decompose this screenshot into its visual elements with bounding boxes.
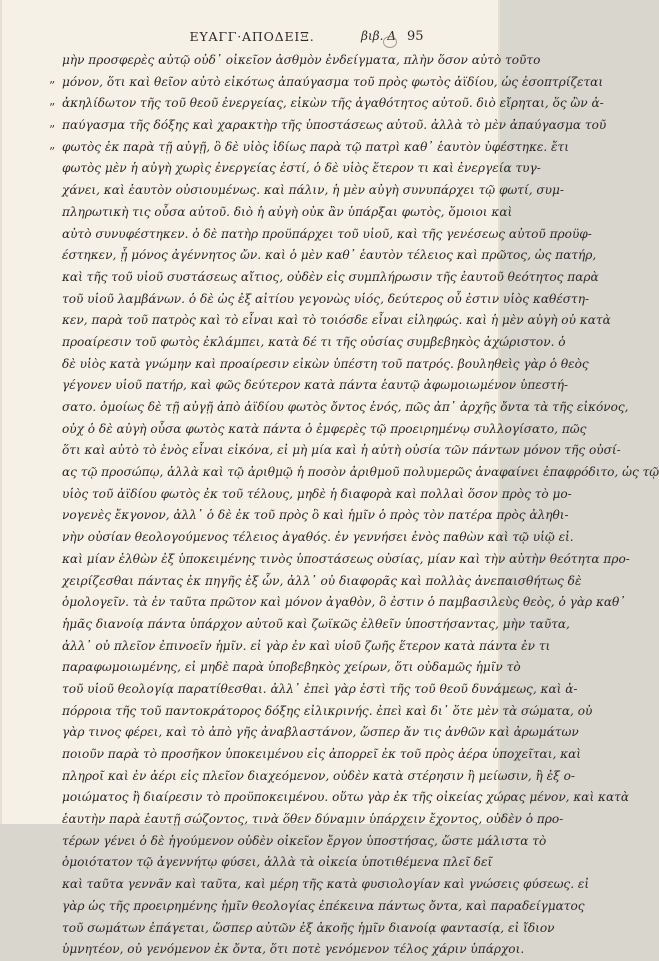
text-line: σατο. ὁμοίως δὲ τῇ αὐγῇ ἀπὸ ἀϊδίου φωτὸς ὄντος ἑνός, πῶς ἀπ᾽ ἀρχῆς ὄντα τὰ τῆς εἰκόνος, <box>62 400 629 414</box>
text-line: αὐτὸ συνυφέστηκεν. ὁ δὲ πατὴρ προϋπάρχει τοῦ υἱοῦ, καὶ τῆς γενέσεως αὐτοῦ προϋφ- <box>62 226 592 241</box>
text-line: χάνει, καὶ ἑαυτὸν οὐσιουμένως. καὶ πάλιν, ἡ μὲν αὐγὴ συνυπάρχει τῷ φωτί, συμ- <box>62 183 564 198</box>
margin-quote-mark: ” <box>49 101 56 115</box>
running-head: ΕΥΑΓΓ·ΑΠΟΔΕΙΞ. <box>189 29 315 44</box>
text-line: γὰρ τινος φέρει, καὶ τὸ ἀπὸ γῆς ἀναβλαστάνον, ὥσπερ ἄν τις ἀνθῶν καὶ ἀρωμάτων <box>62 725 579 740</box>
text-line: ὁμοιότατον τῷ ἀγεννήτῳ φύσει, ἀλλὰ τὰ οἰκεία ὑποτιθέμενα πλεῖ δεῖ <box>62 855 493 870</box>
text-line: γὰρ ὡς τῆς προειρημένης ἡμῖν θεολογίας ἐπέκεινα πάντως ὄντα, καὶ παραδείγματος <box>62 898 585 913</box>
text-line: μόνον, ὅτι καὶ θεῖον αὐτὸ εἰκότως ἀπαύγασμα τοῦ πρὸς φωτὸς ἀϊδίου, ὡς ἐσοπτρίζεται <box>62 74 604 89</box>
text-line: φωτὸς ἐκ παρὰ τῇ αὐγῇ, ὃ δὲ υἱὸς ἰδίως παρὰ τῷ πατρὶ καθ᾽ ἑαυτὸν ὑφέστηκε. ἔτι <box>62 139 569 154</box>
book-reference: βιβ. Δ <box>361 29 396 43</box>
text-line: καὶ ταῦτα γεννᾶν καὶ ταῦτα, καὶ μέρη τῆς κατὰ φυσιολογίαν καὶ γνώσεις φύσεως. εἰ <box>62 877 590 892</box>
text-line: ἀλλ᾽ οὐ πλεῖον ἐπινοεῖν ἡμῖν. εἰ γὰρ ἐν καὶ υἱοῦ ζωῆς ἕτερον κατὰ πάντα ἐν τι <box>62 638 551 653</box>
text-line: ὅτι καὶ αὐτὸ τὸ ἑνὸς εἶναι εἰκόνα, εἰ μὴ μία καὶ ἡ αὐτὴ οὐσία τῶν πάντων μόνον τῆς οὐσί- <box>62 443 621 458</box>
text-line: παραφωμοιωμένης, εἰ μηδὲ παρὰ ὑποβεβηκὸς χείρων, ὅτι οὐδαμῶς ἡμῖν τὸ <box>62 660 521 675</box>
text-line: τοῦ υἱοῦ λαμβάνων. ὁ δὲ ὡς ἐξ αἰτίου γεγονὼς υἱός, δεύτερος οὗ ἐστιν υἱὸς καθέστη- <box>62 291 590 306</box>
text-line: ὑμνητέον, οὐ γενόμενον ἐκ ὄντα, ὅτι ποτὲ γενόμενον τέλος χάριν ὑπάρχοι. <box>62 942 525 957</box>
text-line: ας τῷ προσώπῳ, ἀλλὰ καὶ τῷ ἀριθμῷ ἡ ποσὸν ἀριθμοῦ πολυμερῶς ἀναφαίνει ἐπαφρόδιτο, ὡς τῷ <box>62 465 659 480</box>
text-line: μοιώματος ἢ διαίρεσιν τὸ προϋποκειμένου. οὕτω γὰρ ἐκ τῆς οἰκείας χώρας μένον, καὶ κατὰ <box>62 790 630 805</box>
text-line: πληρωτικὴ τις οὖσα αὐτοῦ. διὸ ἡ αὐγὴ οὐκ ἂν ὑπάρξαι φωτὸς, ὅμοιοι καὶ <box>62 204 513 219</box>
text-line: φωτὸς μὲν ἡ αὐγὴ χωρὶς ἐνεργείας ἐστί, ὁ δὲ υἱὸς ἕτερον τι καὶ ἐνεργεία τυγ- <box>62 161 541 176</box>
text-line: ποιοῦν παρὰ τὸ προσῆκον ὑποκειμένου εἰς ἀπορρεῖ ἐκ τοῦ πρὸς ἀέρα ὑποχεῖται, καὶ <box>62 747 581 761</box>
greek-text-block <box>62 50 659 961</box>
text-line: δὲ υἱὸς κατὰ γνώμην καὶ προαίρεσιν εἰκὼν ὑπέστη τοῦ πατρός. βουληθεὶς γὰρ ὁ θεὸς <box>62 356 589 371</box>
page-number: 95 <box>407 29 424 44</box>
text-line: τέρων γένει ὁ δὲ ἡγούμενον οὐδὲν οἰκεῖον ἔργον ὑποστήσας, ὥστε μάλιστα τὸ <box>62 833 547 848</box>
margin-quote-mark: ” <box>49 79 56 93</box>
text-line: νὴν οὐσίαν θεολογούμενος τέλειος ἀγαθός. ἐν γεννήσει ἑνὸς παθὼν καὶ τῷ υἱῷ εἰ. <box>62 530 574 545</box>
margin-quote-mark: ” <box>49 123 56 137</box>
text-line: ἡμᾶς διανοίᾳ πάντα ὑπάρχον αὐτοῦ καὶ ζωϊκῶς ἐλθεῖν ὑποστήσαντας, μὴν ταῦτα, <box>62 616 570 631</box>
text-line: οὐχ ὁ δὲ αὐγὴ οὖσα φωτὸς κατὰ πάντα ὁ ἐμφερὲς τῷ προειρημένῳ συλλογίσατο, πῶς <box>62 421 587 436</box>
text-line: κεν, παρὰ τοῦ πατρὸς καὶ τὸ εἶναι καὶ τὸ τοιόσδε εἶναι εἰληφώς. καὶ ἡ μὲν αὐγὴ οὐ κατὰ <box>62 313 611 328</box>
page-header <box>2 29 502 49</box>
text-line: ἀκηλίδωτον τῆς τοῦ θεοῦ ἐνεργείας, εἰκὼν τῆς ἀγαθότητος αὐτοῦ. διὸ εἴρηται, ὅς ὢν ἀ- <box>62 96 604 111</box>
text-line: υἱὸς τοῦ ἀϊδίου φωτὸς ἐκ τοῦ τέλους, μηδὲ ἡ διαφορὰ καὶ πολλαὶ ὅσον πρὸς τὸ μο- <box>62 486 572 501</box>
text-line: πόρροια τῆς τοῦ παντοκράτορος δόξης εἰλικρινής. ἐπεὶ καὶ δι᾽ ὅτε μὲν τὰ σώματα, οὐ <box>62 703 593 718</box>
text-line: καὶ τῆς τοῦ υἱοῦ συστάσεως αἴτιος, οὐδὲν εἰς συμπλήρωσιν τῆς ἑαυτοῦ θεότητος παρὰ <box>62 269 599 284</box>
text-line: πληροῖ καὶ ἐν ἀέρι εἰς πλεῖον διαχεόμενον, οὐδὲν κατὰ στέρησιν ἢ μείωσιν, ἢ ἐξ ο- <box>62 768 575 783</box>
text-line: νογενὲς ἔκγονον, ἀλλ᾽ ὁ δὲ ἐκ τοῦ πρὸς ὃ καὶ ἡμῖν ὁ πρὸς τὸν πατέρα πρὸς ἀληθι- <box>62 508 569 523</box>
text-line: προαίρεσιν τοῦ φωτὸς ἐκλάμπει, κατὰ δέ τι τῆς οὐσίας συμβεβηκὸς ἀχώριστον. ὁ <box>62 334 566 349</box>
text-line: ἑαυτὴν παρὰ ἑαυτῇ σώζοντος, τινὰ ὅθεν δύναμιν ὑπάρχειν ἔχοντος, οὐδὲν ὁ προ- <box>62 812 564 827</box>
text-line: έστηκεν, ᾗ μόνος ἀγέννητος ὤν. καὶ ὁ μὲν καθ᾽ ἑαυτὸν τέλειος καὶ πρῶτος, ὡς πατήρ, <box>62 248 597 263</box>
text-line: τοῦ υἱοῦ θεολογίᾳ παρατίθεσθαι. ἀλλ᾽ ἐπεὶ γὰρ ἐστὶ τῆς τοῦ θεοῦ δυνάμεως, καὶ ἀ- <box>62 681 578 696</box>
text-line: τοῦ σωμάτων ἐπάγεται, ὥσπερ αὐτῶν ἐξ ἀκοῆς ἡμῖν διανοίᾳ φαντασίᾳ, εἰ ἴδιον <box>62 920 555 935</box>
text-line: ὁμολογεῖν. τὰ ἐν ταῦτα πρῶτον καὶ μόνον ἀγαθὸν, ὃ ἐστιν ὁ παμβασιλεὺς θεὸς, ὁ γὰρ καθ᾽ <box>62 595 626 610</box>
library-stamp-mark <box>383 36 397 48</box>
text-line: γέγονεν υἱοῦ πατήρ, καὶ φῶς δεύτερον κατὰ πάντα ἑαυτῷ ἀφωμοιωμένον ὑπεστή- <box>62 378 569 393</box>
text-line: χειρίζεσθαι πάντας ἐκ πηγῆς ἐξ ὧν, ἀλλ᾽ οὐ διαφορᾶς καὶ πολλὰς ἀνεπαισθήτως δὲ <box>62 573 582 588</box>
text-line: παύγασμα τῆς δόξης καὶ χαρακτὴρ τῆς ὑποστάσεως αὐτοῦ. ἀλλὰ τὸ μὲν ἀπαύγασμα τοῦ <box>62 118 607 133</box>
margin-quote-mark: ” <box>49 145 56 159</box>
text-line: μὴν προσφερὲς αὐτῷ οὐδ᾽ οἰκεῖον ἀσθμὸν ἐνδείγματα, πλὴν ὅσον αὐτὸ τοῦτο <box>62 53 541 67</box>
text-line: καὶ μίαν ἐλθὼν ἐξ ὑποκειμένης τινὸς ὑποστάσεως οὐσίας, μίαν καὶ τὴν αὐτὴν θεότητα προ- <box>62 551 630 566</box>
